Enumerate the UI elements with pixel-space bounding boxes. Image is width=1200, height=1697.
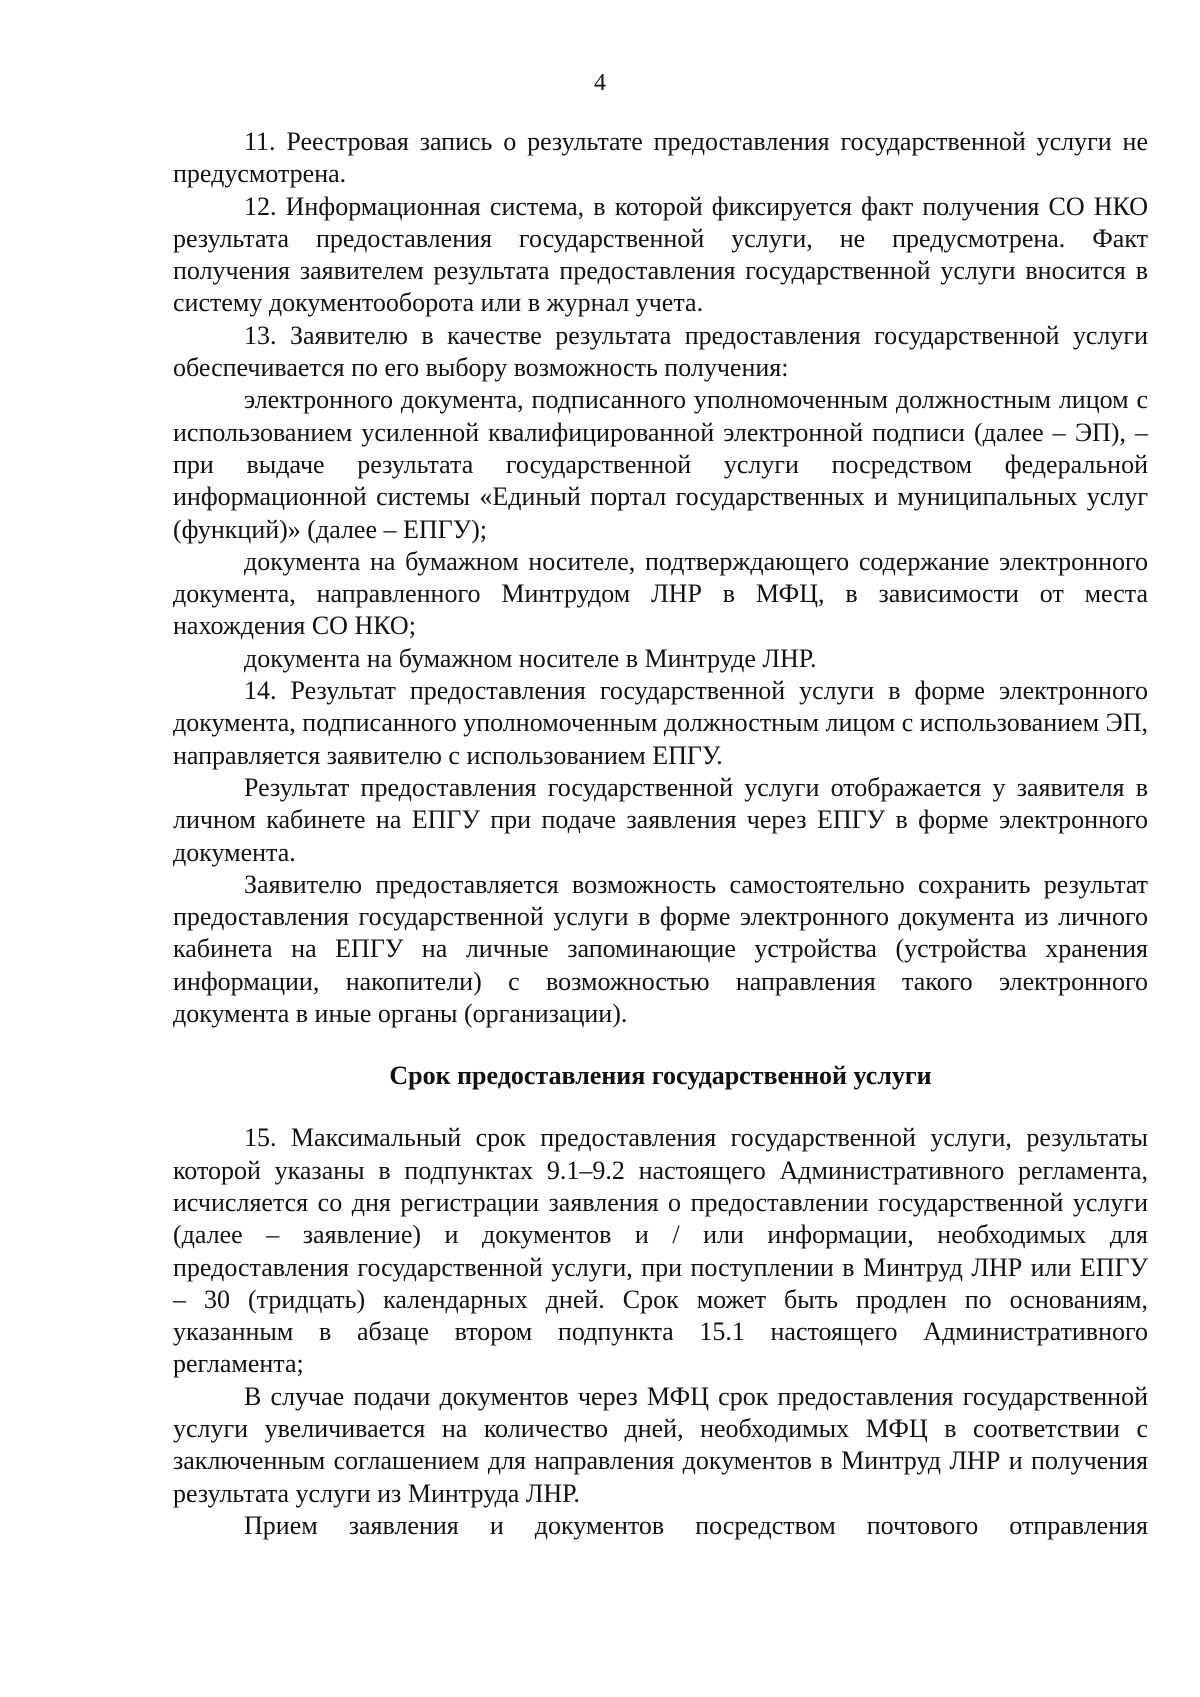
- paragraph-13-option-electronic: электронного документа, подписанного уполномоченным должностным лицом с использованием усиленной квалифицированной электронной подписи (далее – ЭП), – при выдаче результата государственной услуги посредством федеральной информационной системы «Единый портал государственных и муниципальных услуг (функций)» (далее – ЕПГУ);: [173, 385, 1148, 544]
- paragraph-13-option-paper-mfc: документа на бумажном носителе, подтверждающего содержание электронного документа, направленного Минтрудом ЛНР в МФЦ, в зависимости от места нахождения СО НКО;: [173, 546, 1148, 641]
- paragraph-12: 12. Информационная система, в которой фиксируется факт получения СО НКО результата предоставления государственной услуги, не предусмотрена. Факт получения заявителем результата предоставления государственной услуги вносится в систему документооборота или в журнал учета.: [173, 191, 1148, 318]
- section-heading: Срок предоставления государственной услуги: [389, 1061, 932, 1091]
- paragraph-11: 11. Реестровая запись о результате предоставления государственной услуги не предусмотрена.: [173, 127, 1148, 189]
- paragraph-14: 14. Результат предоставления государственной услуги в форме электронного документа, подписанного уполномоченным должностным лицом с использованием ЭП, направляется заявителю с использованием ЕПГУ.: [173, 676, 1148, 770]
- paragraph-14-display: Результат предоставления государственной услуги отображается у заявителя в личном кабинете на ЕПГУ при подаче заявления через ЕПГУ в форме электронного документа.: [173, 772, 1148, 867]
- page-number: 4: [594, 70, 606, 96]
- paragraph-15-postal: Прием заявления и документов посредством почтового отправления: [244, 1510, 1148, 1540]
- paragraph-13-option-paper-ministry: документа на бумажном носителе в Минтруде ЛНР.: [244, 643, 817, 673]
- paragraph-13: 13. Заявителю в качестве результата предоставления государственной услуги обеспечивается по его выбору возможность получения:: [173, 320, 1148, 383]
- document-body: [173, 126, 1148, 1542]
- paragraph-14-save: Заявителю предоставляется возможность самостоятельно сохранить результат предоставления государственной услуги в форме электронного документа из личного кабинета на ЕПГУ на личные запоминающие устройства (устройства хранения информации, накопители) с возможностью направления такого электронного документа в иные органы (организации).: [173, 869, 1148, 1029]
- paragraph-15: 15. Максимальный срок предоставления государственной услуги, результаты которой указаны в подпунктах 9.1–9.2 настоящего Административного регламента, исчисляется со дня регистрации заявления о предоставлении государственной услуги (далее – заявление) и документов и / или информации, необходимых для предоставления государственной услуги, при поступлении в Минтруд ЛНР или ЕПГУ – 30 (тридцать) календарных дней. Срок может быть продлен по основаниям, указанным в абзаце втором подпункта 15.1 настоящего Административного регламента;: [173, 1123, 1148, 1379]
- paragraph-15-mfc: В случае подачи документов через МФЦ срок предоставления государственной услуги увеличивается на количество дней, необходимых МФЦ в соответствии с заключенным соглашением для направления документов в Минтруд ЛНР и получения результата услуги из Минтруда ЛНР.: [173, 1381, 1148, 1508]
